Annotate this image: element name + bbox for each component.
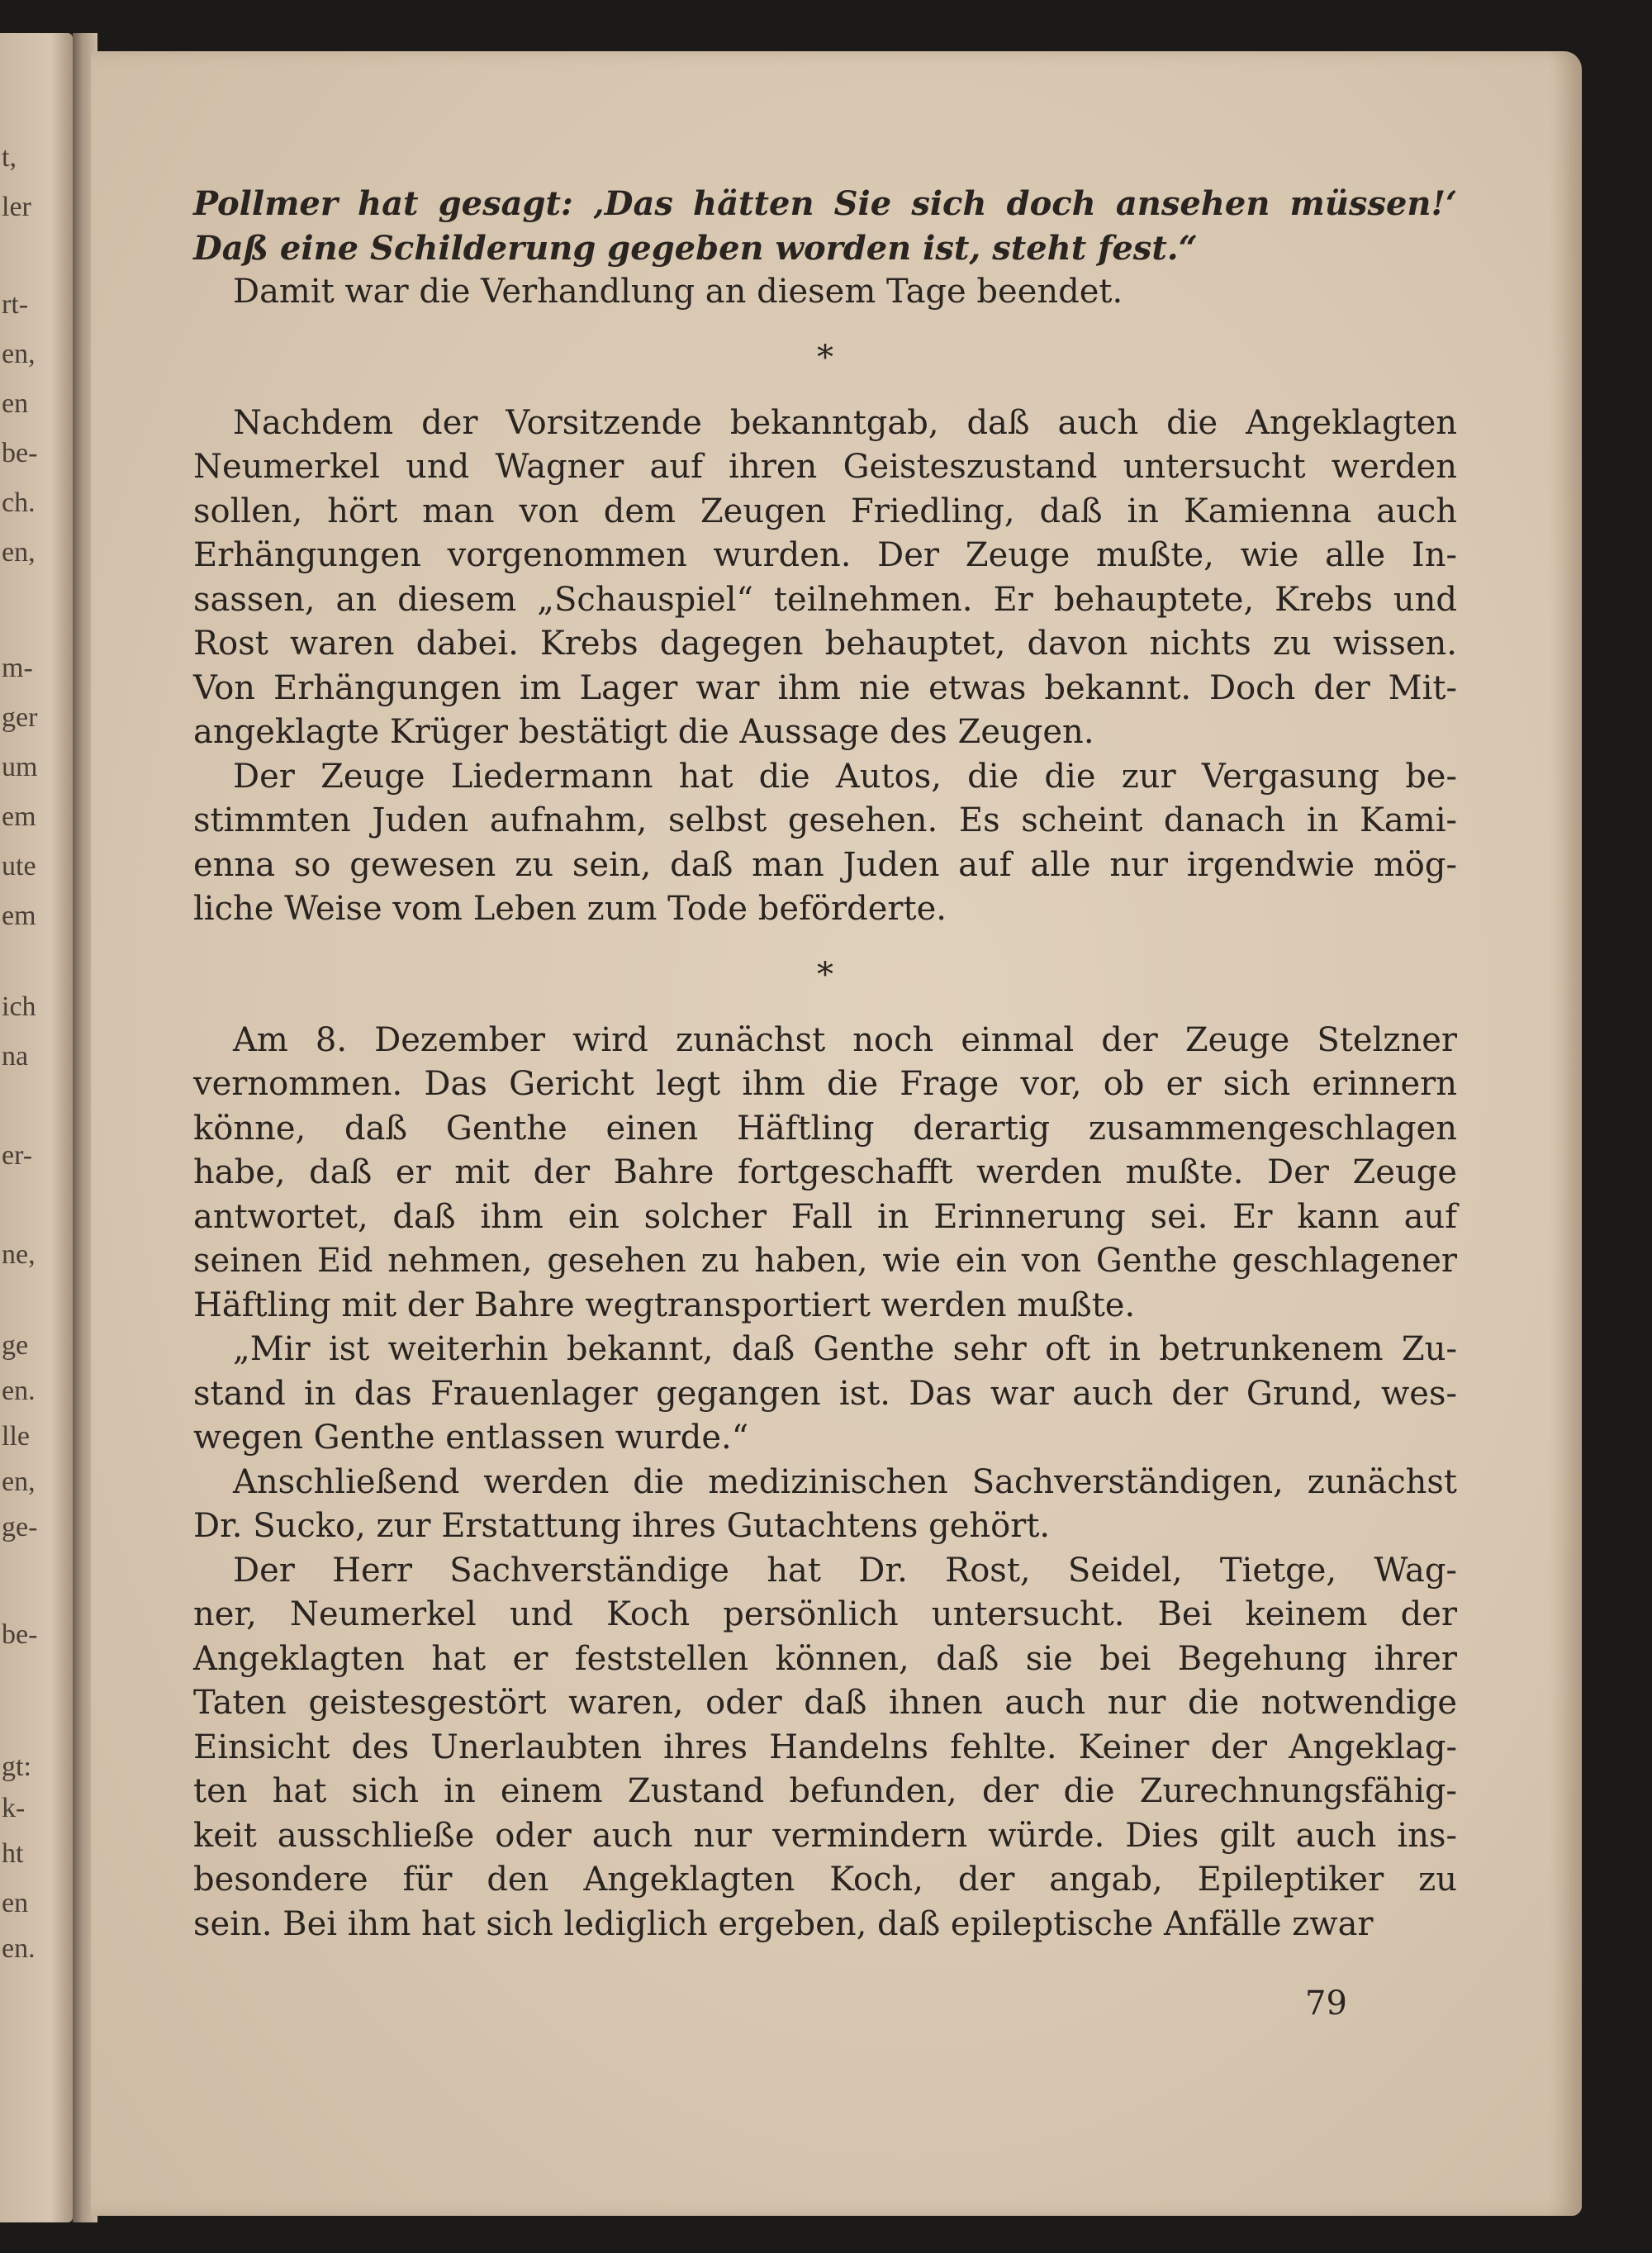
spacer	[193, 380, 1457, 402]
spacer	[193, 997, 1457, 1019]
paragraph-stelzner-testimony	[193, 1019, 1457, 1329]
facing-page-fragment: en,	[2, 537, 36, 568]
facing-page-fragment: ich	[2, 991, 36, 1022]
left-page-edge	[0, 33, 73, 2222]
page-number: 79	[1305, 1984, 1347, 2022]
text-line: Daß eine Schilderung gegeben worden ist, steht fest.“	[193, 228, 1198, 268]
section-separator: *	[817, 955, 833, 994]
text-line: Rost waren dabei. Krebs dagegen behauptet, davon nichts zu wissen.	[193, 625, 1457, 663]
facing-page-fragment: en.	[2, 1376, 36, 1406]
text-line: wegen Genthe entlassen wurde.“	[193, 1419, 749, 1457]
text-line: Angeklagten hat er feststellen können, daß sie bei Begehung ihrer	[193, 1639, 1457, 1678]
facing-page-fragment: rt-	[2, 289, 29, 320]
facing-page-fragment: be-	[2, 1619, 38, 1650]
text-line: habe, daß er mit der Bahre fortgeschafft werden mußte. Der Zeuge	[193, 1153, 1457, 1191]
text-line: sein. Bei ihm hat sich lediglich ergeben, daß epileptische Anfälle zwar	[193, 1904, 1374, 1943]
page-body-text	[193, 182, 1457, 1946]
text-line: besondere für den Angeklagten Koch, der angab, Epileptiker zu	[193, 1861, 1457, 1899]
text-line: Der Herr Sachverständige hat Dr. Rost, Seidel, Tietge, Wag-	[233, 1551, 1457, 1590]
paragraph-friedling-testimony	[193, 402, 1457, 755]
facing-page-fragment: ch.	[2, 487, 36, 518]
text-line: Häftling mit der Bahre wegtransportiert werden mußte.	[193, 1286, 1136, 1324]
facing-page-fragment: en,	[2, 1466, 36, 1497]
paragraph-liedermann-testimony	[193, 755, 1457, 932]
text-line: Neumerkel und Wagner auf ihren Geisteszustand untersucht werden	[193, 448, 1457, 486]
text-line: Erhängungen vorgenommen wurden. Der Zeuge mußte, wie alle In-	[193, 536, 1457, 574]
facing-page-fragment: m-	[2, 653, 33, 683]
paragraph-bold-quote	[193, 182, 1457, 270]
section-separator: *	[817, 338, 833, 377]
text-line: Dr. Sucko, zur Erstattung ihres Gutachtens gehört.	[193, 1507, 1051, 1545]
paragraph-session-ended	[193, 270, 1457, 315]
text-line: liche Weise vom Leben zum Tode beförderte.	[193, 890, 947, 928]
text-line: vernommen. Das Gericht legt ihm die Frage vor, ob er sich erinnern	[193, 1065, 1457, 1103]
text-line: antwortet, daß ihm ein solcher Fall in Erinnerung sei. Er kann auf	[193, 1197, 1457, 1236]
text-line: angeklagte Krüger bestätigt die Aussage des Zeugen.	[193, 713, 1094, 751]
facing-page-fragment: na	[2, 1041, 29, 1072]
text-line: sassen, an diesem „Schauspiel“ teilnehmen. Er behauptete, Krebs und	[193, 580, 1457, 619]
facing-page-fragment: be-	[2, 438, 38, 468]
text-line: Pollmer hat gesagt: ‚Das hätten Sie sich doch ansehen müssen!‘	[193, 184, 1457, 223]
facing-page-fragment: em	[2, 901, 36, 931]
facing-page-fragment: en.	[2, 1933, 36, 1964]
facing-page-fragment: er-	[2, 1140, 33, 1171]
facing-page-fragment: em	[2, 801, 36, 832]
text-line: stand in das Frauenlager gegangen ist. Das war auch der Grund, wes-	[193, 1374, 1457, 1413]
facing-page-fragment: en	[2, 1888, 29, 1918]
text-line: Von Erhängungen im Lager war ihm nie etwas bekannt. Doch der Mit-	[193, 668, 1457, 707]
facing-page-fragment: en	[2, 388, 29, 419]
text-line: könne, daß Genthe einen Häftling derartig zusammengeschlagen	[193, 1109, 1457, 1148]
text-line: „Mir ist weiterhin bekannt, daß Genthe sehr oft in betrunkenem Zu-	[233, 1330, 1457, 1368]
facing-page-fragment: um	[2, 752, 38, 782]
text-line: enna so gewesen zu sein, daß man Juden auf alle nur irgendwie mög-	[193, 845, 1457, 884]
text-line: keit ausschließe oder auch nur vermindern würde. Dies gilt auch ins-	[193, 1816, 1457, 1855]
text-line: sollen, hört man von dem Zeugen Friedling, daß in Kamienna auch	[193, 492, 1457, 530]
spacer	[193, 932, 1457, 953]
facing-page-fragment: k-	[2, 1793, 26, 1823]
text-line: Am 8. Dezember wird zunächst noch einmal der Zeuge Stelzner	[233, 1020, 1457, 1059]
facing-page-fragment: t,	[2, 142, 17, 173]
text-line: seinen Eid nehmen, gesehen zu haben, wie ein von Genthe geschlagener	[193, 1242, 1457, 1280]
text-line: Einsicht des Unerlaubten ihres Handelns fehlte. Keiner der Angeklag-	[193, 1728, 1457, 1766]
book-page	[91, 51, 1582, 2216]
page-edge-shadow	[1549, 51, 1582, 2216]
spacer	[193, 315, 1457, 336]
text-line: Taten geistesgestört waren, oder daß ihnen auch nur die notwendige	[193, 1684, 1457, 1722]
facing-page-fragment: ler	[2, 192, 31, 222]
facing-page-fragment: ge	[2, 1330, 29, 1361]
text-line: ten hat sich in einem Zustand befunden, der die Zurechnungsfähig-	[193, 1772, 1457, 1810]
text-line: Damit war die Verhandlung an diesem Tage beendet.	[233, 273, 1123, 311]
facing-page-fragment: en,	[2, 339, 36, 369]
text-line: stimmten Juden aufnahm, selbst gesehen. Es scheint danach in Kami-	[193, 801, 1457, 839]
paragraph-expert-findings	[193, 1549, 1457, 1947]
text-line: Der Zeuge Liedermann hat die Autos, die die zur Vergasung be-	[233, 757, 1457, 796]
paragraph-experts-intro	[193, 1461, 1457, 1549]
paragraph-genthe-quote	[193, 1328, 1457, 1461]
facing-page-fragment: gt:	[2, 1752, 31, 1782]
facing-page-fragment: lle	[2, 1421, 30, 1452]
facing-page-fragment: ger	[2, 702, 38, 733]
text-line: Anschließend werden die medizinischen Sachverständigen, zunächst	[233, 1462, 1457, 1501]
text-line: Nachdem der Vorsitzende bekanntgab, daß auch die Angeklagten	[233, 403, 1457, 442]
facing-page-fragment: ne,	[2, 1239, 36, 1270]
facing-page-fragment: ht	[2, 1838, 24, 1869]
facing-page-fragment: ute	[2, 851, 36, 882]
text-line: ner, Neumerkel und Koch persönlich untersucht. Bei keinem der	[193, 1595, 1457, 1633]
facing-page-fragment: ge-	[2, 1512, 38, 1542]
